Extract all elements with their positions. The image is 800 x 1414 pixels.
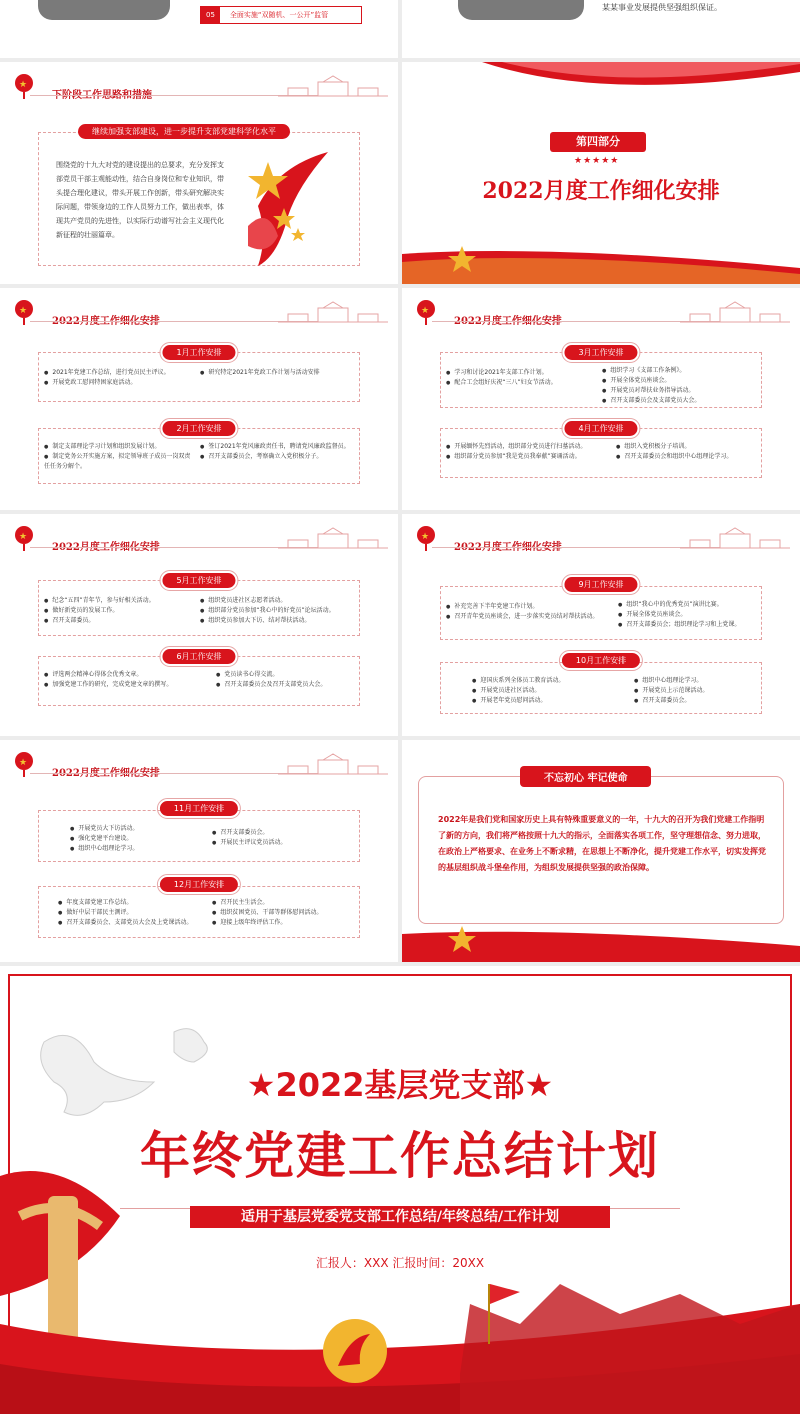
slide-part4 [402, 62, 800, 284]
laptop-graphic [38, 0, 170, 20]
content-pill: 继续加强支部建设，进一步提升支部党建科学化水平 [78, 124, 290, 139]
header-rule [432, 547, 720, 548]
cover-subtitle-band [190, 1206, 610, 1228]
month-pill: 2月工作安排 [159, 418, 238, 439]
svg-text:★: ★ [19, 531, 28, 542]
slide-remember-mission [402, 740, 800, 962]
month-pill: 5月工作安排 [159, 570, 238, 591]
month-list-left: ● 纪念“五四”青年节，参与好相关活动。 ● 做好新党员的发展工作。 ● 召开支部委员。 [44, 596, 194, 626]
party-emblem-icon [320, 1316, 390, 1386]
month-list-left: ● 评选两会精神心得体会优秀文章。 ● 加强党建工作的研究，完成党建文章的撰写。 [44, 670, 214, 690]
month-list-right: ● 组织中心组理论学习。 ● 开展党员上示范课活动。 ● 召开支部委员会。 [634, 676, 774, 706]
month-pill: 10月工作安排 [559, 650, 643, 671]
part4-title: 2022月度工作细化安排 [482, 178, 720, 204]
red-wave-top-icon [402, 62, 800, 102]
part4-badge: 第四部分 [550, 132, 646, 152]
slide-header-title [52, 538, 160, 553]
month-list-right: ● 党员读书心得交流。 ● 召开支部委员会及召开支部党员大会。 [216, 670, 366, 690]
header-rule [30, 547, 318, 548]
slide-month-11-12 [0, 740, 398, 962]
slide-header-title [52, 86, 152, 101]
month-list-right: ● 组织“我心中的优秀党员”演讲比赛。 ● 开展全体党员座谈会。 ● 召开支部委员会；组织理论学习和上党课。 [618, 600, 778, 630]
tiananmen-skyline-icon [680, 300, 790, 324]
slide-header [14, 296, 160, 327]
red-wave-bottom-icon [0, 1264, 800, 1414]
month-pill: 4月工作安排 [561, 418, 640, 439]
cover-slide [0, 966, 800, 1414]
header-rule [30, 321, 318, 322]
slide-header-title [454, 312, 562, 327]
tiananmen-skyline-icon [278, 300, 388, 324]
content-body: 2022年是我们党和国家历史上具有特殊重要意义的一年，十九大的召开为我们党建工作指明了新的方向，我们将严格按照十九大的指示，全面落实各项工作，坚守理想信念、努力进取，在政治上严格要求、在业务上不断求精，在思想上不断净化，提升党建工作水平，切实发挥党的基层组织战斗堡垒作用，为组织发展提供坚强的政治保障。 [438, 815, 766, 872]
month-pill: 9月工作安排 [561, 574, 640, 595]
slide-month-9-10 [402, 514, 800, 736]
month-list-right: ● 组织入党积极分子培训。 ● 召开支部委员会和组织中心组理论学习。 [616, 442, 766, 462]
item-05-number: 05 [201, 7, 220, 23]
header-rule [30, 95, 318, 96]
month-list-right: ● 研究特定2021年党政工作计划与活动安排 [200, 368, 360, 378]
cover-reporter: 汇报人：XXX 汇报时间：20XX [315, 1256, 485, 1270]
month-list-left: ● 学习和讨论2021年支部工作计划。 ● 配合工会组好庆祝“三八”妇女节活动。 [446, 368, 596, 388]
month-list-left: ● 2021年党建工作总结，进行党员民主评议。 ● 开展党政工慰问特困家庭活动。 [44, 368, 194, 388]
slide-header [416, 296, 562, 327]
top-strip-right [402, 0, 800, 58]
red-wave-bottom-icon [402, 926, 800, 962]
month-list-left: ● 迎国庆系列全体员工教育活动。 ● 开展党员进社区活动。 ● 开展老年党员慰问活动。 [472, 676, 622, 706]
cover-title-1: ★2022基层党支部★ [246, 1066, 554, 1104]
item-05-text: 全面实施“双随机、一公开”监管 [229, 11, 329, 19]
month-list-left: ● 补充完善下半年党建工作计划。 ● 召开青年党员座谈会，进一步落实党员结对帮扶活动。 [446, 602, 616, 622]
month-pill: 3月工作安排 [561, 342, 640, 363]
month-list-left: ● 开展党员大下访活动。 ● 强化党建平台建设。 ● 组织中心组理论学习。 [70, 824, 210, 854]
header-rule [30, 773, 318, 774]
month-pill: 1月工作安排 [159, 342, 238, 363]
month-list-left: ● 年度支部党建工作总结。 ● 做好中层干部民主测评。 ● 召开支部委员会、支部党员大会及上党课活动。 [58, 898, 208, 928]
content-body: 围绕党的十九大对党的建设提出的总要求，充分发挥支部党员干部主观能动性，结合自身岗位和专业知识，带头提合理化建议，带头开展工作创新，带头研究解决实际问题，带领身边的工作人员努力工作，做出表率，体现共产党员的先进性，以实际行动谱写社会主义现代化新征程的壮丽篇章。 [56, 161, 224, 239]
month-pill: 6月工作安排 [159, 646, 238, 667]
slide-header-title [52, 764, 160, 779]
cover-title-2: 年终党建工作总结计划 [140, 1127, 660, 1185]
svg-text:★: ★ [19, 757, 28, 768]
month-pill: 12月工作安排 [157, 874, 241, 895]
item-05-box [200, 6, 362, 24]
top-right-text: 某某事业发展提供坚强组织保证。 [602, 3, 722, 12]
month-list-right: ● 召开支部委员会。 ● 开展民主评议党员活动。 [212, 828, 352, 848]
red-wave-bottom-icon [402, 244, 800, 284]
slide-month-5-6 [0, 514, 398, 736]
content-pill: 不忘初心 牢记使命 [520, 766, 651, 787]
month-list-right: ● 组织党员进社区志愿者活动。 ● 组织部分党员参加“我心中的好党员”论坛活动。 ● 组织党员参加大下访、结对帮扶活动。 [200, 596, 360, 626]
tiananmen-skyline-icon [278, 74, 388, 98]
top-strip-left [0, 0, 398, 58]
part4-stars: ★★★★★ [574, 156, 620, 166]
tiananmen-skyline-icon [680, 526, 790, 550]
month-list-left: ● 制定支部理论学习计划和组织发展计划。 ● 制定党务公开实施方案，拟定领导班子成员一岗双责任任务分解个。 [44, 442, 194, 472]
cover-subtitle-text: 适用于基层党委党支部工作总结/年终总结/工作计划 [240, 1209, 560, 1225]
slide-header-title [454, 538, 562, 553]
slide-header [14, 522, 160, 553]
svg-text:★: ★ [19, 79, 28, 90]
svg-text:★: ★ [421, 531, 430, 542]
header-rule [432, 321, 720, 322]
red-ribbon-stars-icon [238, 146, 338, 266]
laptop-graphic [458, 0, 584, 20]
tiananmen-skyline-icon [278, 526, 388, 550]
month-list-left: ● 开展缅怀先烈活动，组织部分党员进行扫墓活动。 ● 组织部分党员参加“我是党员我奉献”赛诵活动。 [446, 442, 606, 462]
slide-header-title [52, 312, 160, 327]
slide-header [14, 70, 152, 101]
svg-text:★: ★ [19, 305, 28, 316]
month-list-right: ● 召开民主生活会。 ● 组织贫困党员、干部等群体慰问活动。 ● 迎接上级年终评估工作。 [212, 898, 372, 928]
month-list-right: ● 组织学习《支部工作条例》。 ● 开展全体党员座谈会。 ● 开展党员对帮扶业务指导活动。 ● 召开支部委员会及支部党员大会。 [602, 366, 762, 406]
tiananmen-skyline-icon [278, 752, 388, 776]
svg-text:★: ★ [421, 305, 430, 316]
slide-next-steps [0, 62, 398, 284]
slide-month-1-2 [0, 288, 398, 510]
month-pill: 11月工作安排 [157, 798, 241, 819]
slide-month-3-4 [402, 288, 800, 510]
slide-header [14, 748, 160, 779]
slide-header [416, 522, 562, 553]
month-list-right: ● 签订2021年党风廉政责任书，聘请党风廉政监督员。 ● 召开支部委员会，考察确立入党积极分子。 [200, 442, 360, 462]
